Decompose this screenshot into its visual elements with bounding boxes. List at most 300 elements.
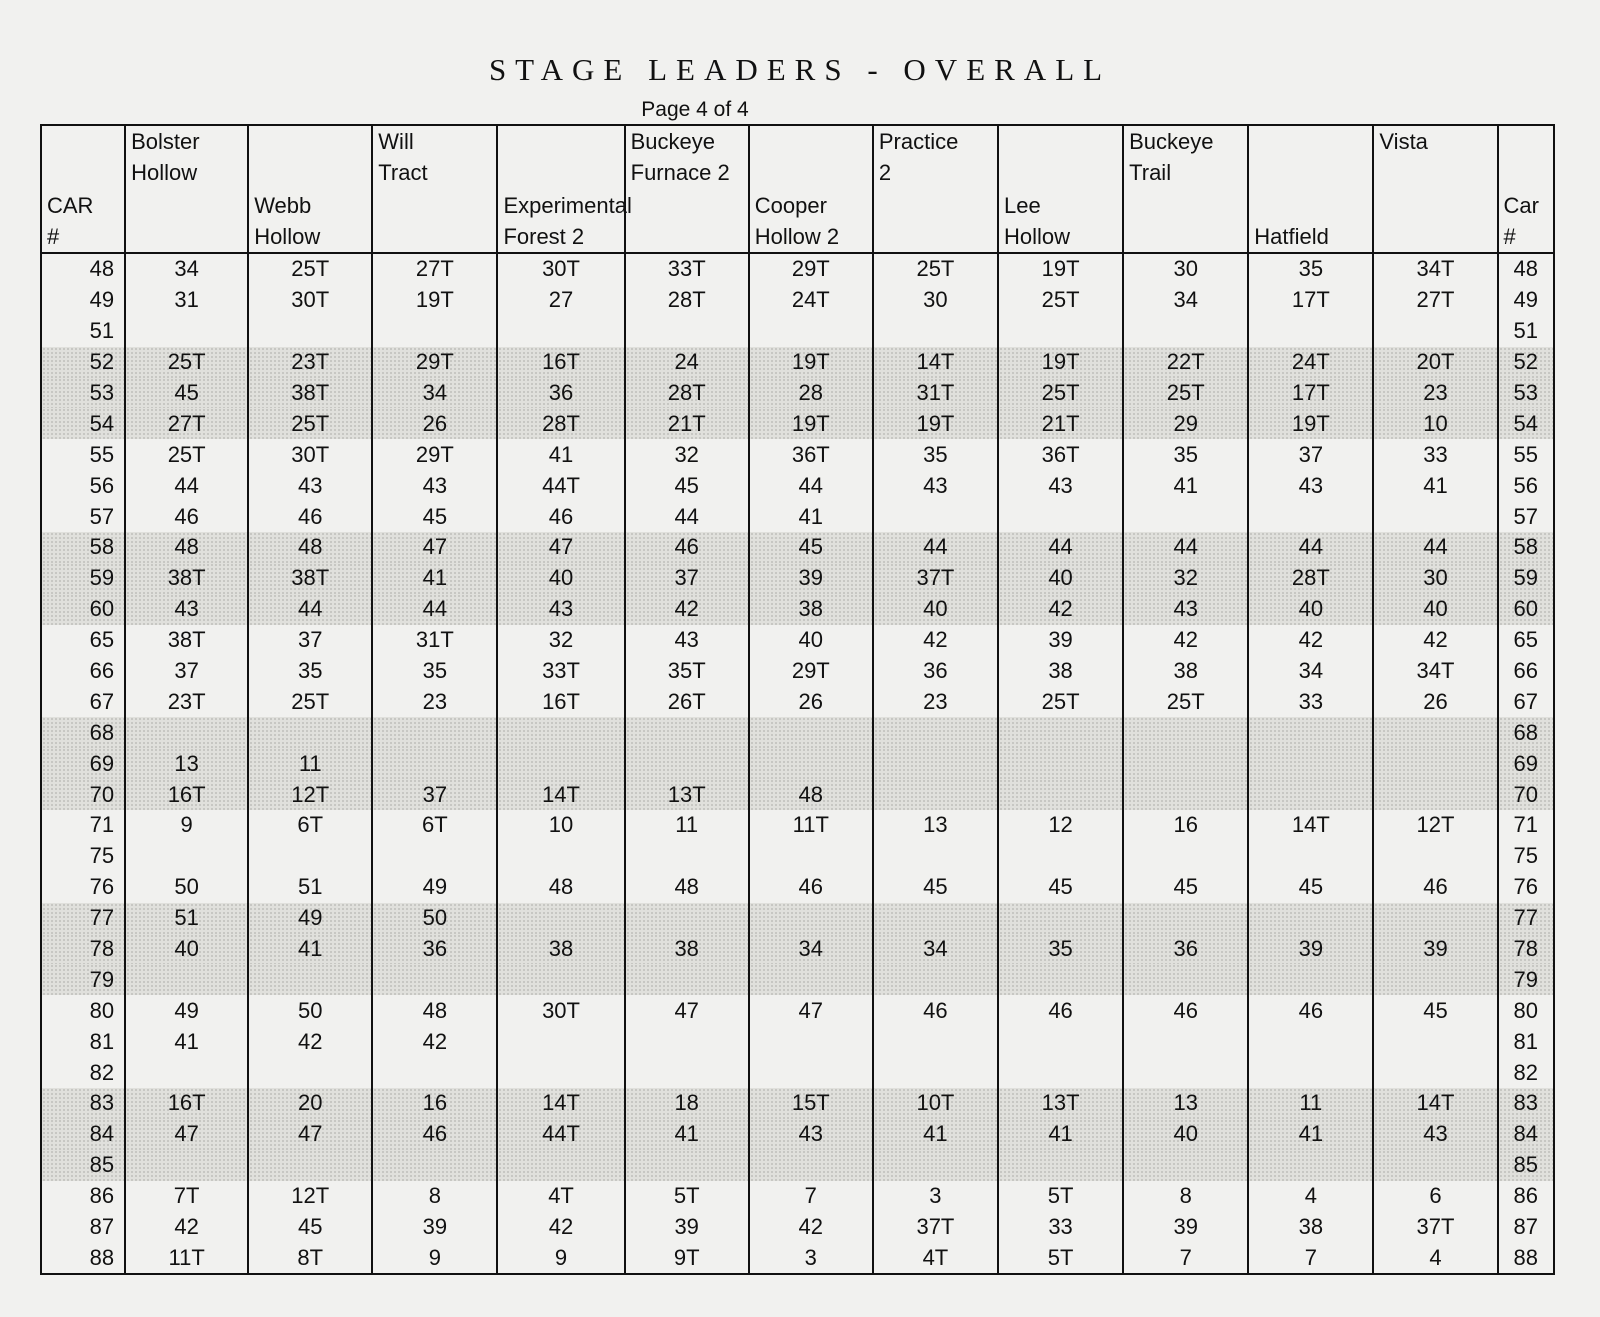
stage-position-cell: [497, 841, 624, 872]
stage-position-cell: [1373, 1057, 1497, 1088]
stage-position-cell: [1248, 1150, 1373, 1181]
stage-position-cell: [873, 841, 998, 872]
stage-position-cell: 50: [248, 995, 372, 1026]
stage-position-cell: 23: [1373, 378, 1497, 409]
stage-position-cell: 42: [1373, 625, 1497, 656]
stage-position-cell: 45: [372, 501, 497, 532]
car-number-cell: 55: [41, 439, 125, 470]
stage-position-cell: [749, 316, 873, 347]
table-row: [41, 964, 1554, 995]
stage-position-cell: 16T: [497, 686, 624, 717]
stage-position-cell: 35: [1123, 439, 1248, 470]
car-number-cell-right: 48: [1498, 253, 1554, 285]
stage-position-cell: 42: [625, 594, 749, 625]
car-number-cell-right: 76: [1498, 872, 1554, 903]
table-row: [41, 1181, 1554, 1212]
car-number-cell-right: 52: [1498, 347, 1554, 378]
stage-position-cell: 38: [1123, 656, 1248, 687]
stage-position-cell: [998, 779, 1123, 810]
stage-position-cell: 41: [1123, 470, 1248, 501]
stage-position-cell: 39: [1123, 1212, 1248, 1243]
stage-position-cell: [1373, 779, 1497, 810]
stage-position-cell: 48: [625, 872, 749, 903]
stage-position-cell: 30: [1373, 563, 1497, 594]
stage-position-cell: 47: [372, 532, 497, 563]
stage-position-cell: 42: [749, 1212, 873, 1243]
car-number-cell-right: 84: [1498, 1119, 1554, 1150]
car-number-cell-right: 60: [1498, 594, 1554, 625]
stage-position-cell: 13: [125, 748, 248, 779]
stage-position-cell: 31T: [372, 625, 497, 656]
car-number-cell: 53: [41, 378, 125, 409]
stage-position-cell: [998, 501, 1123, 532]
stage-position-cell: 34: [749, 934, 873, 965]
stage-position-cell: [873, 501, 998, 532]
stage-position-cell: 36: [497, 378, 624, 409]
stage-position-cell: [998, 316, 1123, 347]
stage-position-cell: 23: [873, 686, 998, 717]
car-number-cell: 66: [41, 656, 125, 687]
stage-position-cell: 17T: [1248, 285, 1373, 316]
table-row: [41, 748, 1554, 779]
stage-position-cell: 43: [125, 594, 248, 625]
stage-position-cell: [1248, 779, 1373, 810]
stage-position-cell: 23T: [125, 686, 248, 717]
stage-position-cell: 19T: [998, 347, 1123, 378]
stage-position-cell: 40: [873, 594, 998, 625]
stage-position-cell: 46: [372, 1119, 497, 1150]
stage-position-cell: 36: [873, 656, 998, 687]
stage-position-cell: 44: [125, 470, 248, 501]
stage-position-cell: 5T: [998, 1243, 1123, 1275]
stage-position-cell: 38T: [125, 625, 248, 656]
stage-position-cell: 46: [998, 995, 1123, 1026]
column-header-line: CAR: [47, 193, 94, 218]
stage-position-cell: 43: [248, 470, 372, 501]
car-number-cell-right: 53: [1498, 378, 1554, 409]
stage-position-cell: [998, 964, 1123, 995]
table-row: [41, 1026, 1554, 1057]
column-header-line: Bolster: [131, 129, 200, 154]
stage-position-cell: 10: [1373, 408, 1497, 439]
stage-position-cell: [998, 1057, 1123, 1088]
column-header: [625, 125, 749, 253]
stage-position-cell: 25T: [248, 408, 372, 439]
stage-position-cell: 15T: [749, 1088, 873, 1119]
stage-position-cell: [625, 964, 749, 995]
car-number-cell-right: 86: [1498, 1181, 1554, 1212]
stage-position-cell: [497, 748, 624, 779]
stage-position-cell: 38: [625, 934, 749, 965]
stage-position-cell: 13T: [998, 1088, 1123, 1119]
stage-position-cell: [125, 717, 248, 748]
stage-position-cell: 25T: [248, 253, 372, 285]
car-number-cell: 77: [41, 903, 125, 934]
stage-position-cell: 25T: [873, 253, 998, 285]
stage-position-cell: [873, 779, 998, 810]
stage-position-cell: 30T: [497, 253, 624, 285]
stage-position-cell: [497, 717, 624, 748]
stage-position-cell: [873, 964, 998, 995]
stage-position-cell: [372, 1057, 497, 1088]
car-number-cell-right: 71: [1498, 810, 1554, 841]
car-number-cell: 59: [41, 563, 125, 594]
stage-position-cell: 29: [1123, 408, 1248, 439]
stage-position-cell: 48: [125, 532, 248, 563]
stage-position-cell: 14T: [497, 1088, 624, 1119]
stage-position-cell: 45: [1248, 872, 1373, 903]
stage-position-cell: [1248, 717, 1373, 748]
table-body: [41, 253, 1554, 1274]
stage-position-cell: [873, 748, 998, 779]
stage-position-cell: 33T: [625, 253, 749, 285]
stage-position-cell: 49: [125, 995, 248, 1026]
stage-position-cell: 25T: [998, 686, 1123, 717]
stage-position-cell: 23: [372, 686, 497, 717]
car-number-cell: 65: [41, 625, 125, 656]
column-header-line: #: [47, 224, 60, 249]
stage-position-cell: 19T: [372, 285, 497, 316]
stage-position-cell: 12: [998, 810, 1123, 841]
stage-position-cell: [372, 316, 497, 347]
stage-position-cell: [1123, 841, 1248, 872]
stage-position-cell: 38: [749, 594, 873, 625]
stage-position-cell: 37: [125, 656, 248, 687]
stage-position-cell: 36T: [749, 439, 873, 470]
stage-position-cell: 35: [248, 656, 372, 687]
stage-position-cell: [1248, 841, 1373, 872]
stage-position-cell: 17T: [1248, 378, 1373, 409]
stage-position-cell: 7T: [125, 1181, 248, 1212]
stage-position-cell: 30T: [497, 995, 624, 1026]
stage-position-cell: 35: [873, 439, 998, 470]
stage-position-cell: 34: [873, 934, 998, 965]
stage-position-cell: 41: [125, 1026, 248, 1057]
stage-position-cell: 44: [625, 501, 749, 532]
stage-position-cell: 44: [1373, 532, 1497, 563]
table-row: [41, 594, 1554, 625]
table-row: [41, 656, 1554, 687]
stage-position-cell: 10T: [873, 1088, 998, 1119]
stage-position-cell: [873, 717, 998, 748]
column-header: [1123, 125, 1248, 253]
stage-position-cell: 38T: [248, 378, 372, 409]
stage-position-cell: 25T: [125, 439, 248, 470]
stage-position-cell: 26: [372, 408, 497, 439]
table-row: [41, 717, 1554, 748]
stage-position-cell: 9: [372, 1243, 497, 1275]
stage-position-cell: 16T: [497, 347, 624, 378]
car-number-cell-right: 59: [1498, 563, 1554, 594]
stage-position-cell: 37: [372, 779, 497, 810]
stage-position-cell: 25T: [998, 378, 1123, 409]
column-header-line: Hollow 2: [754, 224, 840, 249]
car-number-cell-right: 79: [1498, 964, 1554, 995]
stage-position-cell: 32: [497, 625, 624, 656]
stage-position-cell: [1123, 748, 1248, 779]
car-number-cell-right: 67: [1498, 686, 1554, 717]
stage-position-cell: 43: [1123, 594, 1248, 625]
column-header-line: Forest 2: [503, 224, 585, 249]
car-number-cell: 52: [41, 347, 125, 378]
car-number-cell: 60: [41, 594, 125, 625]
stage-position-cell: [125, 316, 248, 347]
stage-position-cell: 29T: [749, 253, 873, 285]
stage-position-cell: 45: [125, 378, 248, 409]
stage-position-cell: [1373, 717, 1497, 748]
stage-position-cell: 40: [1123, 1119, 1248, 1150]
stage-position-cell: 27: [497, 285, 624, 316]
stage-position-cell: 4: [1373, 1243, 1497, 1275]
stage-position-cell: 26: [1373, 686, 1497, 717]
stage-position-cell: 41: [497, 439, 624, 470]
stage-position-cell: 11: [625, 810, 749, 841]
stage-position-cell: 22T: [1123, 347, 1248, 378]
stage-position-cell: [125, 964, 248, 995]
stage-position-cell: 19T: [998, 253, 1123, 285]
stage-position-cell: 24: [625, 347, 749, 378]
stage-position-cell: 32: [625, 439, 749, 470]
car-number-cell: 86: [41, 1181, 125, 1212]
car-number-cell-right: 56: [1498, 470, 1554, 501]
table-row: [41, 532, 1554, 563]
stage-position-cell: 41: [873, 1119, 998, 1150]
stage-position-cell: [1248, 903, 1373, 934]
stage-position-cell: 46: [497, 501, 624, 532]
stage-position-cell: 18: [625, 1088, 749, 1119]
stage-position-cell: 21T: [998, 408, 1123, 439]
stage-position-cell: 36T: [998, 439, 1123, 470]
stage-position-cell: [749, 964, 873, 995]
car-number-cell: 54: [41, 408, 125, 439]
stage-position-cell: 46: [749, 872, 873, 903]
stage-position-cell: 11: [248, 748, 372, 779]
stage-position-cell: 38: [497, 934, 624, 965]
stage-position-cell: 44T: [497, 1119, 624, 1150]
stage-position-cell: [749, 841, 873, 872]
stage-position-cell: 42: [1123, 625, 1248, 656]
stage-position-cell: 34T: [1373, 656, 1497, 687]
stage-position-cell: 23T: [248, 347, 372, 378]
car-number-cell: 67: [41, 686, 125, 717]
column-header: [248, 125, 372, 253]
stage-position-cell: [1123, 717, 1248, 748]
stage-position-cell: 31: [125, 285, 248, 316]
stage-position-cell: [372, 841, 497, 872]
table-row: [41, 316, 1554, 347]
car-number-cell: 84: [41, 1119, 125, 1150]
stage-position-cell: 4: [1248, 1181, 1373, 1212]
stage-position-cell: 46: [125, 501, 248, 532]
stage-position-cell: 7: [1123, 1243, 1248, 1275]
stage-position-cell: 3: [873, 1181, 998, 1212]
stage-position-cell: 34T: [1373, 253, 1497, 285]
stage-position-cell: 24T: [1248, 347, 1373, 378]
stage-position-cell: [998, 717, 1123, 748]
table-row: [41, 253, 1554, 285]
stage-position-cell: 14T: [873, 347, 998, 378]
stage-position-cell: [1373, 964, 1497, 995]
car-number-cell-right: 54: [1498, 408, 1554, 439]
car-number-cell-right: 77: [1498, 903, 1554, 934]
stage-position-cell: [125, 841, 248, 872]
stage-position-cell: 49: [248, 903, 372, 934]
stage-position-cell: 33: [1373, 439, 1497, 470]
stage-position-cell: 45: [1373, 995, 1497, 1026]
stage-position-cell: [1123, 779, 1248, 810]
stage-position-cell: 47: [125, 1119, 248, 1150]
stage-position-cell: 3: [749, 1243, 873, 1275]
stage-position-cell: 11T: [125, 1243, 248, 1275]
stage-position-cell: [1373, 1026, 1497, 1057]
stage-position-cell: 29T: [749, 656, 873, 687]
column-header-line: Hatfield: [1254, 224, 1329, 249]
stage-position-cell: [1373, 316, 1497, 347]
car-number-cell: 78: [41, 934, 125, 965]
stage-position-cell: 46: [1123, 995, 1248, 1026]
stage-position-cell: 16: [372, 1088, 497, 1119]
stage-position-cell: 12T: [248, 1181, 372, 1212]
stage-position-cell: 4T: [873, 1243, 998, 1275]
stage-position-cell: 39: [1373, 934, 1497, 965]
stage-position-cell: 44: [1248, 532, 1373, 563]
stage-position-cell: 41: [749, 501, 873, 532]
stage-position-cell: [1123, 316, 1248, 347]
table-row: [41, 1088, 1554, 1119]
stage-position-cell: 30T: [248, 285, 372, 316]
car-number-cell: 80: [41, 995, 125, 1026]
stage-position-cell: 45: [1123, 872, 1248, 903]
stage-position-cell: 50: [125, 872, 248, 903]
stage-position-cell: 46: [873, 995, 998, 1026]
stage-position-cell: [497, 1057, 624, 1088]
stage-position-cell: 27T: [125, 408, 248, 439]
column-header-line: Vista: [1379, 129, 1428, 154]
stage-position-cell: 42: [998, 594, 1123, 625]
stage-position-cell: [1373, 841, 1497, 872]
stage-position-cell: 41: [372, 563, 497, 594]
stage-position-cell: 43: [1373, 1119, 1497, 1150]
stage-position-cell: 37T: [873, 1212, 998, 1243]
stage-position-cell: 7: [1248, 1243, 1373, 1275]
column-header: [372, 125, 497, 253]
stage-position-cell: [749, 1026, 873, 1057]
stage-position-cell: 32: [1123, 563, 1248, 594]
car-number-cell: 75: [41, 841, 125, 872]
stage-position-cell: 34: [1123, 285, 1248, 316]
stage-position-cell: 48: [497, 872, 624, 903]
column-header-line: Car: [1503, 193, 1539, 218]
stage-position-cell: 14T: [497, 779, 624, 810]
car-number-cell: 49: [41, 285, 125, 316]
stage-position-cell: [625, 903, 749, 934]
stage-position-cell: 48: [749, 779, 873, 810]
car-number-cell-right: 66: [1498, 656, 1554, 687]
stage-position-cell: 47: [625, 995, 749, 1026]
car-number-cell-right: 85: [1498, 1150, 1554, 1181]
stage-position-cell: [1123, 1150, 1248, 1181]
stage-position-cell: 34: [1248, 656, 1373, 687]
column-header-line: Will: [378, 129, 414, 154]
stage-position-cell: [248, 1150, 372, 1181]
stage-position-cell: 42: [873, 625, 998, 656]
column-header-line: Experimental: [503, 193, 632, 218]
car-number-cell-right: 87: [1498, 1212, 1554, 1243]
stage-position-cell: 20: [248, 1088, 372, 1119]
car-number-cell-right: 51: [1498, 316, 1554, 347]
stage-position-cell: 41: [998, 1119, 1123, 1150]
header-row: [41, 125, 1554, 253]
car-number-cell: 76: [41, 872, 125, 903]
stage-position-cell: 50: [372, 903, 497, 934]
car-number-cell-right: 83: [1498, 1088, 1554, 1119]
stage-position-cell: 37: [625, 563, 749, 594]
stage-position-cell: [1123, 903, 1248, 934]
stage-position-cell: 28: [749, 378, 873, 409]
stage-position-cell: [1248, 316, 1373, 347]
stage-position-cell: 41: [1248, 1119, 1373, 1150]
stage-position-cell: 29T: [372, 347, 497, 378]
stage-position-cell: 40: [749, 625, 873, 656]
stage-position-cell: [372, 964, 497, 995]
column-header: [125, 125, 248, 253]
stage-position-cell: 46: [1373, 872, 1497, 903]
stage-position-cell: 27T: [1373, 285, 1497, 316]
stage-position-cell: 37: [1248, 439, 1373, 470]
table-row: [41, 841, 1554, 872]
stage-position-cell: 8: [372, 1181, 497, 1212]
stage-position-cell: 11: [1248, 1088, 1373, 1119]
stage-position-cell: 41: [1373, 470, 1497, 501]
stage-position-cell: 9T: [625, 1243, 749, 1275]
stage-position-cell: 25T: [1123, 686, 1248, 717]
stage-position-cell: [998, 748, 1123, 779]
stage-position-cell: 13T: [625, 779, 749, 810]
stage-position-cell: 43: [372, 470, 497, 501]
stage-position-cell: 26T: [625, 686, 749, 717]
stage-position-cell: [998, 1150, 1123, 1181]
column-header: [41, 125, 125, 253]
stage-position-cell: 42: [497, 1212, 624, 1243]
stage-position-cell: 44: [873, 532, 998, 563]
car-number-cell-right: 78: [1498, 934, 1554, 965]
stage-position-cell: 43: [625, 625, 749, 656]
stage-position-cell: 35: [372, 656, 497, 687]
stage-position-cell: 44: [749, 470, 873, 501]
stage-position-cell: 38T: [248, 563, 372, 594]
stage-position-cell: 6T: [372, 810, 497, 841]
stage-position-cell: [749, 1150, 873, 1181]
page-title: STAGE LEADERS - OVERALL: [488, 52, 1112, 87]
stage-position-cell: 24T: [749, 285, 873, 316]
stage-position-cell: 47: [749, 995, 873, 1026]
stage-position-cell: 20T: [1373, 347, 1497, 378]
table-row: [41, 347, 1554, 378]
stage-position-cell: 43: [749, 1119, 873, 1150]
car-number-cell-right: 65: [1498, 625, 1554, 656]
stage-position-cell: [625, 1026, 749, 1057]
stage-position-cell: [998, 841, 1123, 872]
stage-position-cell: 45: [873, 872, 998, 903]
stage-position-cell: 40: [1248, 594, 1373, 625]
stage-position-cell: 28T: [1248, 563, 1373, 594]
stage-position-cell: [1248, 1057, 1373, 1088]
stage-position-cell: 12T: [1373, 810, 1497, 841]
stage-position-cell: [1373, 748, 1497, 779]
table-row: [41, 408, 1554, 439]
page-number: Page 4 of 4: [641, 98, 749, 121]
stage-position-cell: 8T: [248, 1243, 372, 1275]
